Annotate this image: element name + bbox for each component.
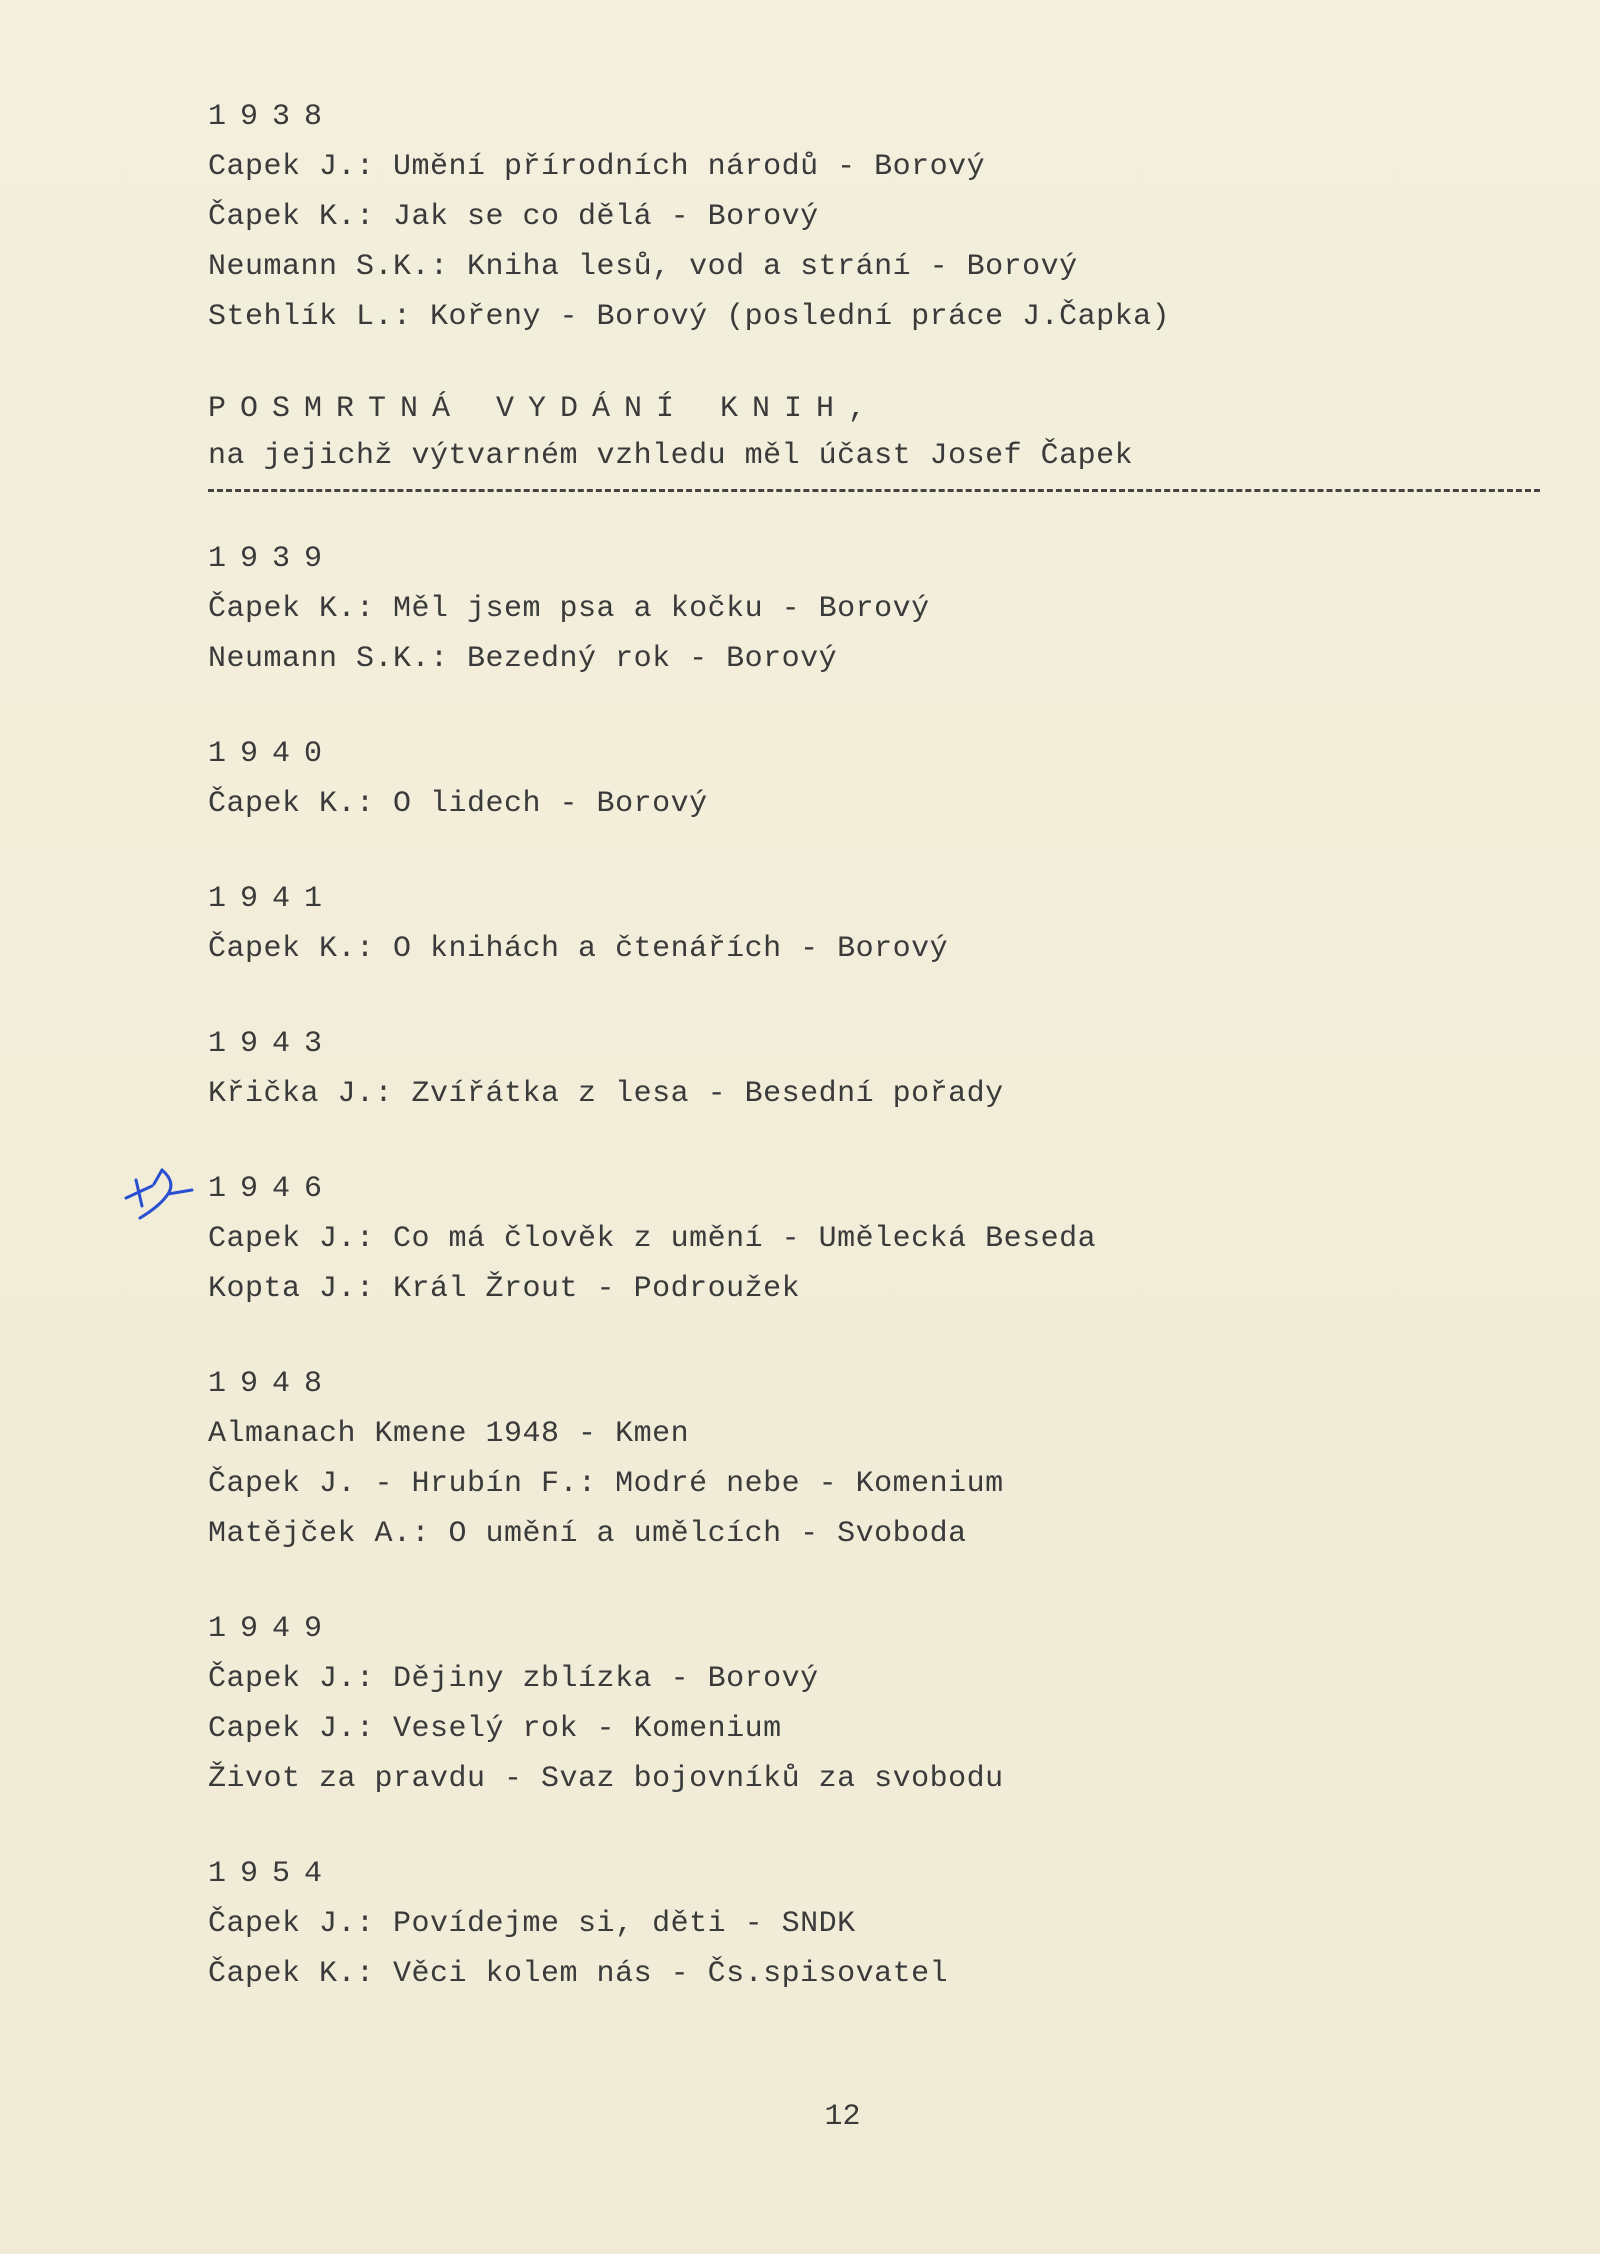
list-item: Čapek J. - Hrubín F.: Modré nebe - Komenium [208, 1467, 1004, 1501]
list-item: Čapek J.: Dějiny zblízka - Borový [208, 1662, 819, 1696]
list-item: Capek J.: Umění přírodních národů - Borový [208, 150, 986, 184]
year-heading: 1949 [208, 1612, 337, 1646]
list-item: Capek J.: Veselý rok - Komenium [208, 1712, 782, 1746]
list-item: Čapek K.: Věci kolem nás - Čs.spisovatel [208, 1957, 949, 1991]
list-item: Stehlík L.: Kořeny - Borový (poslední práce J.Čapka) [208, 300, 1171, 334]
list-item: Čapek K.: O lidech - Borový [208, 787, 708, 821]
year-heading: 1946 [208, 1172, 337, 1206]
year-1940-section [208, 729, 1548, 829]
year-1948-section [208, 1359, 1548, 1559]
list-item: Čapek K.: O knihách a čtenářích - Borový [208, 932, 949, 966]
list-item: Neumann S.K.: Kniha lesů, vod a strání - Borový [208, 250, 1078, 284]
list-item: Křička J.: Zvířátka z lesa - Besední pořady [208, 1077, 1004, 1111]
year-heading: 1948 [208, 1367, 337, 1401]
list-item: Kopta J.: Král Žrout - Podroužek [208, 1272, 801, 1306]
year-1938-section [208, 92, 1548, 342]
year-heading: 1938 [208, 100, 337, 134]
list-item: Čapek J.: Povídejme si, děti - SNDK [208, 1907, 856, 1941]
list-item: Čapek K.: Měl jsem psa a kočku - Borový [208, 592, 930, 626]
section-heading [208, 384, 1548, 478]
year-1943-section [208, 1019, 1548, 1119]
year-heading: 1941 [208, 882, 337, 916]
handwritten-annotation [118, 1158, 198, 1228]
handwritten-plus-paren-icon [118, 1158, 198, 1228]
list-item: Almanach Kmene 1948 - Kmen [208, 1417, 690, 1451]
list-item: Čapek K.: Jak se co dělá - Borový [208, 200, 819, 234]
list-item: Matějček A.: O umění a umělcích - Svoboda [208, 1517, 967, 1551]
year-1939-section [208, 534, 1548, 684]
list-item: Capek J.: Co má člověk z umění - Umělecká Beseda [208, 1222, 1097, 1256]
dashed-divider [208, 489, 1540, 492]
year-heading: 1940 [208, 737, 337, 771]
year-1946-section [208, 1164, 1548, 1314]
list-item: Život za pravdu - Svaz bojovníků za svobodu [208, 1762, 1004, 1796]
page-number: 12 [824, 2100, 861, 2134]
year-1949-section [208, 1604, 1548, 1804]
year-heading: 1943 [208, 1027, 337, 1061]
year-heading: 1939 [208, 542, 337, 576]
year-heading: 1954 [208, 1857, 337, 1891]
list-item: Neumann S.K.: Bezedný rok - Borový [208, 642, 838, 676]
year-1954-section [208, 1849, 1548, 1999]
heading-title: POSMRTNÁ VYDÁNÍ KNIH, [208, 392, 881, 426]
document-body [208, 92, 1548, 1999]
year-1941-section [208, 874, 1548, 974]
heading-subtitle: na jejichž výtvarném vzhledu měl účast Josef Čapek [208, 439, 1134, 473]
